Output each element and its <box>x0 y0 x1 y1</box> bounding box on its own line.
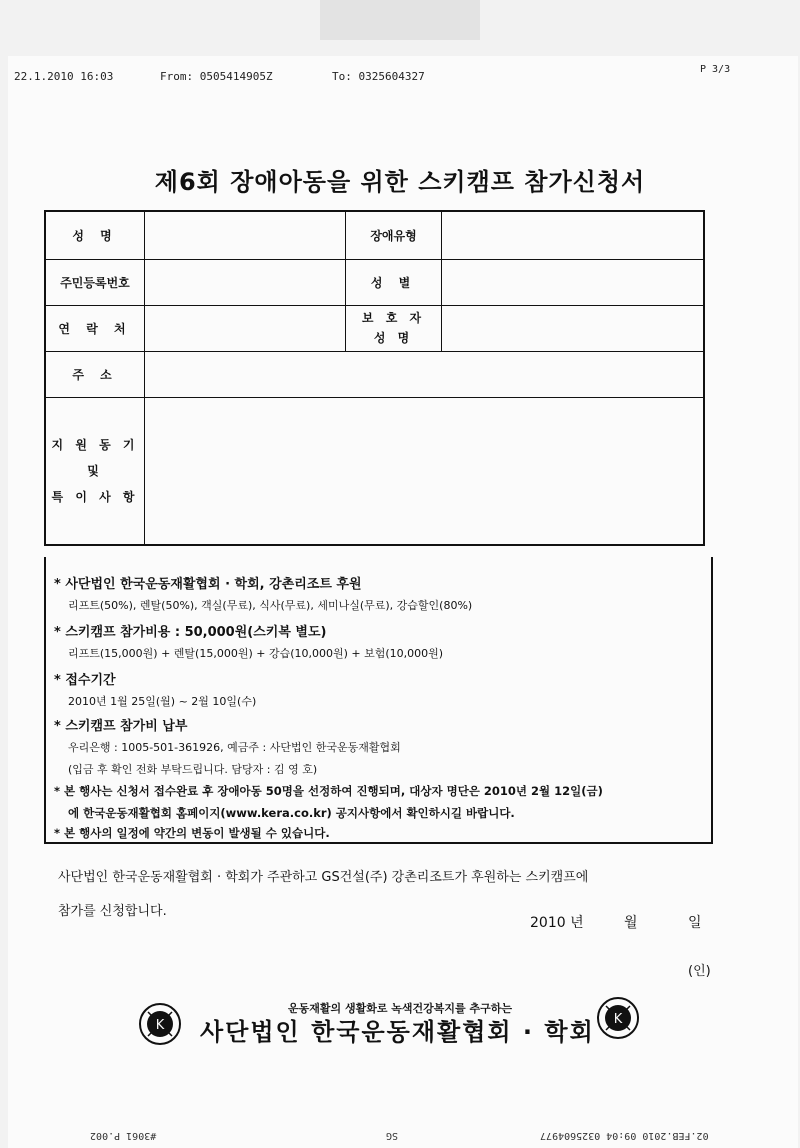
guardian-name-label <box>346 305 442 351</box>
gender-field[interactable] <box>442 259 705 305</box>
closing-statement-line1: 사단법인 한국운동재활협회 · 학회가 주관하고 GS건설(주) 강촌리조트가 후원하는 스키캠프에 <box>58 870 589 885</box>
motivation-field[interactable] <box>145 397 705 545</box>
motivation-label <box>45 397 145 545</box>
fax-footer-page: #3061 P.002 <box>90 1130 157 1141</box>
name-field[interactable] <box>145 211 346 259</box>
organization-emblem-left-icon <box>138 1002 182 1046</box>
name-label: 성 명 <box>45 211 145 259</box>
payment-account: 우리은행 : 1005-501-361926, 예금주 : 사단법인 한국운동재활협회 <box>68 741 401 754</box>
period-heading: * 접수기간 <box>54 673 116 688</box>
notes-box <box>44 557 713 844</box>
motivation-label-line2: 및 <box>87 463 103 478</box>
closing-statement-line2: 참가를 신청합니다. <box>58 904 167 919</box>
scanner-tab <box>320 0 480 40</box>
organization-emblem-right-icon <box>596 996 640 1040</box>
cost-detail: 리프트(15,000원) + 렌탈(15,000원) + 강습(10,000원) + 보험(10,000원) <box>68 647 444 660</box>
gender-label: 성 별 <box>346 259 442 305</box>
resident-number-label: 주민등록번호 <box>45 259 145 305</box>
date-year: 2010 년 <box>530 915 584 931</box>
fax-to-number: To: 0325604327 <box>332 70 425 83</box>
document-title: 제6회 장애아동을 위한 스키캠프 참가신청서 <box>154 168 646 196</box>
guardian-label-line2: 성 명 <box>373 331 414 345</box>
selection-notice-line2: 에 한국운동재활협회 홈페이지(www.kera.co.kr) 공지사항에서 확인하시길 바랍니다. <box>68 806 515 820</box>
address-label: 주 소 <box>45 351 145 397</box>
disability-type-label: 장애유형 <box>346 211 442 259</box>
date-month: 월 <box>624 915 638 931</box>
guardian-name-field[interactable] <box>442 305 705 351</box>
selection-notice-line1: * 본 행사는 신청서 접수완료 후 장애아동 50명을 선정하여 진행되며, 대상자 명단은 2010년 2월 12일(금) <box>54 784 603 798</box>
schedule-change-notice: * 본 행사의 일정에 약간의 변동이 발생될 수 있습니다. <box>54 826 330 840</box>
fax-footer-timestamp: 02.FEB.2010 09:04 0325604977 <box>540 1130 709 1141</box>
sponsor-detail: 리프트(50%), 렌탈(50%), 객실(무료), 식사(무료), 세미나실(무료), 강습할인(80%) <box>68 599 473 612</box>
contact-field[interactable] <box>145 305 346 351</box>
sponsor-heading: * 사단법인 한국운동재활협회 · 학회, 강촌리조트 후원 <box>54 577 362 592</box>
application-form <box>44 210 705 546</box>
resident-number-field[interactable] <box>145 259 346 305</box>
period-detail: 2010년 1월 25일(월) ~ 2월 10일(수) <box>68 695 257 708</box>
organization-slogan: 운동재활의 생활화로 녹색건강복지를 추구하는 <box>287 1002 512 1015</box>
payment-heading: * 스키캠프 참가비 납부 <box>54 719 188 734</box>
motivation-label-line1: 지 원 동 기 <box>51 437 139 452</box>
address-field[interactable] <box>145 351 705 397</box>
guardian-label-line1: 보 호 자 <box>361 311 426 325</box>
cost-heading: * 스키캠프 참가비용 : 50,000원(스키복 별도) <box>54 625 327 640</box>
motivation-label-line3: 특 이 사 항 <box>51 489 139 504</box>
disability-type-field[interactable] <box>442 211 705 259</box>
emblem-left-letter: K <box>155 1018 165 1033</box>
fax-from-number: From: 0505414905Z <box>160 70 273 83</box>
payment-note: (입금 후 확인 전화 부탁드립니다. 담당자 : 김 영 호) <box>68 763 318 776</box>
fax-date-time: 22.1.2010 16:03 <box>14 70 114 83</box>
fax-page-number: P 3/3 <box>700 64 731 75</box>
emblem-right-letter: K <box>613 1012 623 1027</box>
date-day: 일 <box>688 915 702 931</box>
organization-name: 사단법인 한국운동재활협회 · 학회 <box>200 1018 595 1046</box>
seal-mark: (인) <box>688 964 711 979</box>
contact-label: 연 락 처 <box>45 305 145 351</box>
fax-footer-code: SG <box>386 1130 399 1141</box>
